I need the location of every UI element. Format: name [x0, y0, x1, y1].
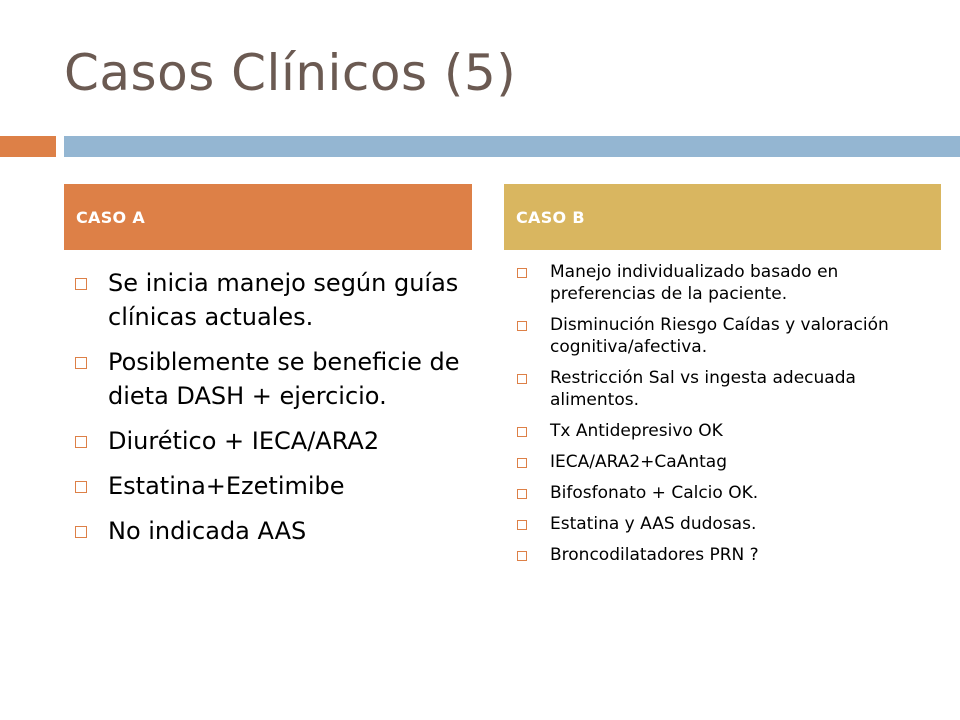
list-item	[75, 345, 470, 413]
case-b-header-label: CASO B	[516, 207, 585, 227]
bullet-square-icon	[517, 551, 527, 561]
list-item	[513, 544, 933, 566]
list-item	[513, 482, 933, 504]
bullet-square-icon	[75, 481, 87, 493]
case-b-list	[513, 261, 933, 575]
list-item	[513, 513, 933, 535]
list-item-text: Bifosfonato + Calcio OK.	[550, 483, 759, 503]
list-item	[75, 424, 470, 458]
list-item-text: Posiblemente se beneficie de dieta DASH + ejercicio.	[108, 348, 460, 410]
list-item	[513, 367, 933, 411]
list-item-text: Manejo individualizado basado en preferencias de la paciente.	[550, 262, 839, 304]
bullet-square-icon	[75, 278, 87, 290]
accent-bar-orange	[0, 136, 56, 157]
list-item	[513, 420, 933, 442]
list-item-text: No indicada AAS	[108, 517, 307, 545]
list-item-text: Estatina+Ezetimibe	[108, 472, 345, 500]
bullet-square-icon	[517, 458, 527, 468]
case-a-header	[64, 184, 472, 250]
list-item-text: Disminución Riesgo Caídas y valoración cognitiva/afectiva.	[550, 315, 889, 357]
bullet-square-icon	[75, 436, 87, 448]
bullet-square-icon	[75, 526, 87, 538]
list-item	[75, 469, 470, 503]
list-item-text: Broncodilatadores PRN ?	[550, 545, 759, 565]
slide-title: Casos Clínicos (5)	[64, 44, 517, 102]
accent-bar-blue	[64, 136, 960, 157]
list-item	[75, 514, 470, 548]
list-item-text: Tx Antidepresivo OK	[550, 421, 723, 441]
list-item-text: Restricción Sal vs ingesta adecuada alimentos.	[550, 368, 856, 410]
list-item	[513, 314, 933, 358]
case-a-header-label: CASO A	[76, 207, 146, 227]
bullet-square-icon	[75, 357, 87, 369]
case-b-header	[504, 184, 941, 250]
bullet-square-icon	[517, 489, 527, 499]
list-item-text: Se inicia manejo según guías clínicas actuales.	[108, 269, 459, 331]
bullet-square-icon	[517, 520, 527, 530]
bullet-square-icon	[517, 268, 527, 278]
bullet-square-icon	[517, 321, 527, 331]
bullet-square-icon	[517, 427, 527, 437]
bullet-square-icon	[517, 374, 527, 384]
list-item	[513, 261, 933, 305]
case-a-list	[75, 266, 470, 559]
list-item-text: Estatina y AAS dudosas.	[550, 514, 757, 534]
list-item-text: Diurético + IECA/ARA2	[108, 427, 380, 455]
list-item	[75, 266, 470, 334]
list-item-text: IECA/ARA2+CaAntag	[550, 452, 727, 472]
list-item	[513, 451, 933, 473]
